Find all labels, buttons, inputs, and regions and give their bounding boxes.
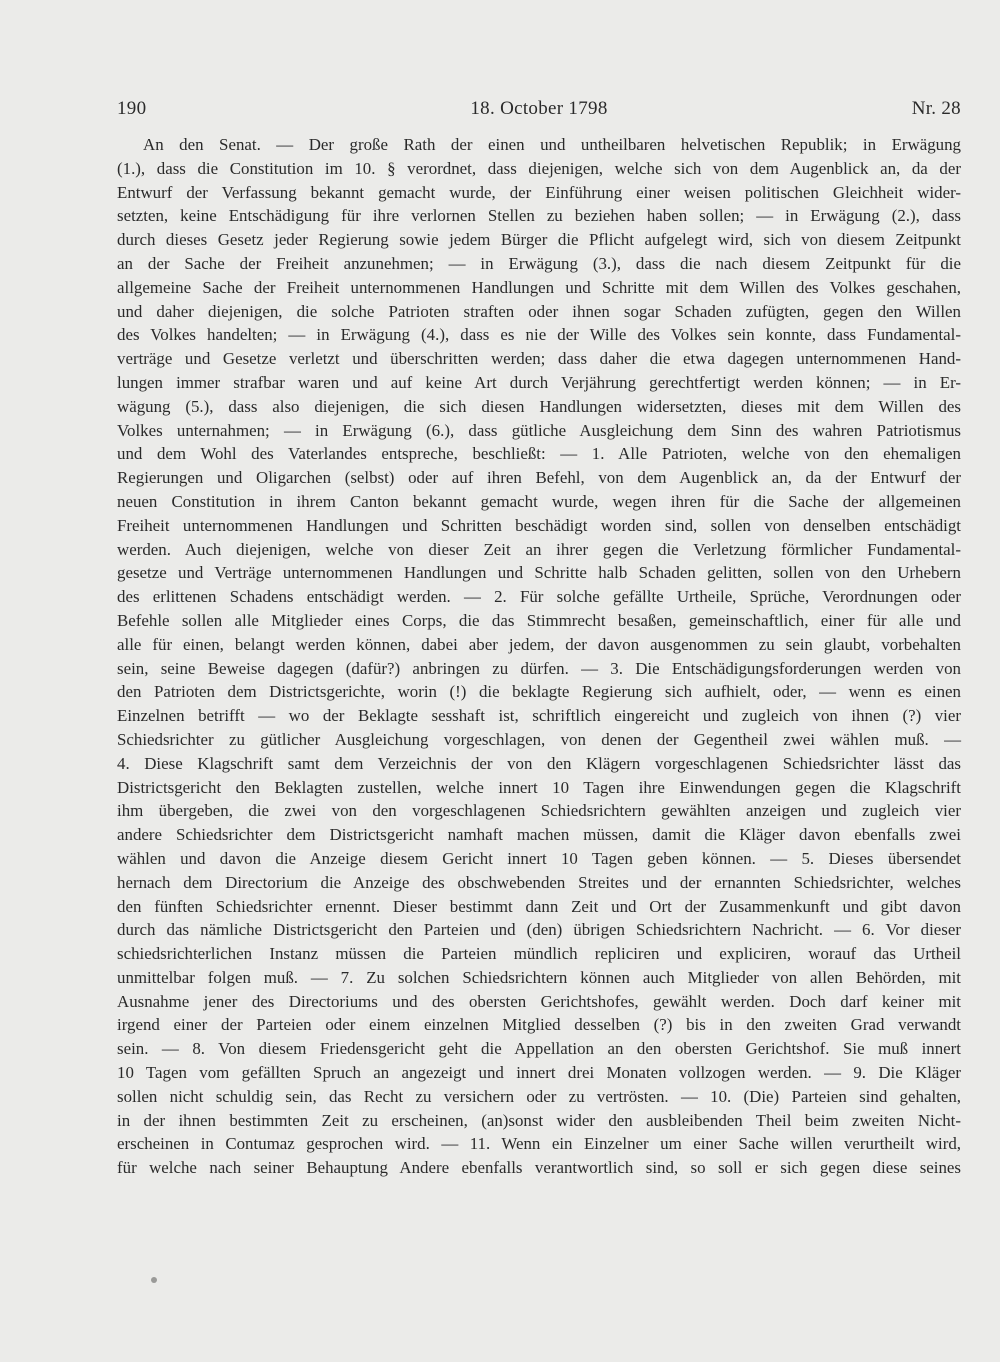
text-line: Freiheit unternommenen Handlungen und Schritten beschädigt worden sind, sollen von denselben entschädigt — [117, 515, 961, 535]
text-line: wählen und davon die Anzeige diesem Gericht innert 10 Tagen geben können. — 5. Dieses übersendet — [117, 848, 961, 868]
text-line: durch das nämliche Districtsgericht den Parteien und (den) übrigen Schiedsrichtern Nachricht. — 6. Vor dieser — [117, 920, 961, 940]
text-line: Schiedsrichter zu gütlicher Ausgleichung vorgeschlagen, von denen der Gegentheil zwei wählen muß. — — [117, 729, 961, 749]
text-line: Volkes unternahmen; — in Erwägung (6.), dass gütliche Ausgleichung dem Sinn des wahren Patriotismus — [117, 420, 961, 440]
text-line: in der ihnen bestimmten Zeit zu erscheinen, (an)sonst wider den ausbleibenden Theil beim zweiten Nicht- — [117, 1110, 961, 1130]
text-line: Entwurf der Verfassung bekannt gemacht wurde, der Einführung einer weisen politischen Gleichheit wider- — [117, 182, 961, 202]
text-line: Befehle sollen alle Mitglieder eines Corps, die das Stimmrecht besaßen, gemeinschaftlich, einer für alle und — [117, 610, 961, 630]
text-line: des erlittenen Schadens entschädigt werden. — 2. Für solche gefällte Urtheile, Sprüche, Verordnungen oder — [117, 587, 961, 607]
text-line: (1.), dass die Constitution im 10. § verordnet, dass diejenigen, welche sich von dem Augenblick an, da der — [117, 158, 961, 178]
text-line: andere Schiedsrichter dem Districtsgericht namhaft machen müssen, damit die Kläger davon ebenfalls zwei — [117, 825, 961, 845]
document-number: Nr. 28 — [911, 98, 961, 119]
text-line: hernach dem Directorium die Anzeige des obschwebenden Streites und der ernannten Schiedsrichter, welches — [117, 872, 961, 892]
text-line: gesetze und Verträge unternommenen Handlungen und Schritte halb Schaden gelitten, sollen von den Urhebern — [117, 563, 961, 583]
body-text — [117, 133, 961, 1180]
text-line: an der Sache der Freiheit anzunehmen; — in Erwägung (3.), dass die nach diesem Zeitpunkt für die — [117, 253, 961, 273]
text-line: neuen Constitution in ihrem Canton bekannt gemacht wurde, wegen ihren für die Sache der allgemeinen — [117, 491, 961, 511]
text-line: sein, seine Beweise dagegen (dafür?) anbringen zu dürfen. — 3. Die Entschädigungsforderungen werden von — [117, 658, 961, 678]
text-line: erscheinen in Contumaz gesprochen wird. — 11. Wenn ein Einzelner um einer Sache willen verurtheilt wird, — [117, 1134, 961, 1154]
text-line: ihm übergeben, die zwei von den vorgeschlagenen Schiedsrichtern gewählten anzeigen und zugleich vier — [117, 801, 961, 821]
text-line: für welche nach seiner Behauptung Andere ebenfalls verantwortlich sind, so soll er sich gegen diese seines — [117, 1158, 961, 1178]
text-line: sollen nicht schuldig sein, das Recht zu versichern oder zu vertrösten. — 10. (Die) Parteien sind gehalten, — [117, 1086, 961, 1106]
text-line: 4. Diese Klagschrift samt dem Verzeichnis der von den Klägern vorgeschlagenen Schiedsrichter lässt das — [117, 753, 961, 773]
text-line: den Patrioten dem Districtsgerichte, worin (!) die beklagte Regierung sich aufhielt, oder, — wenn es einen — [117, 682, 961, 702]
paper-speck — [151, 1277, 157, 1283]
text-line: unmittelbar folgen muß. — 7. Zu solchen Schiedsrichtern können auch Mitglieder von allen Behörden, mit — [117, 967, 961, 987]
text-line: wägung (5.), dass also diejenigen, die sich diesen Handlungen widersetzten, dieses mit dem Willen des — [117, 396, 961, 416]
page-number: 190 — [117, 98, 147, 119]
text-line: lungen immer strafbar waren und auf keine Art durch Verjährung gerechtfertigt werden können; — in Er- — [117, 372, 961, 392]
text-line: Regierungen und Oligarchen (selbst) oder auf ihren Befehl, von dem Augenblick an, da der Entwurf der — [117, 468, 961, 488]
text-line: irgend einer der Parteien oder einem einzelnen Mitglied desselben (?) bis in den zweiten Grad verwandt — [117, 1015, 961, 1035]
text-line: Einzelnen betrifft — wo der Beklagte sesshaft ist, schriftlich eingereicht und zugleich von ihnen (?) vier — [117, 706, 961, 726]
text-line: 10 Tagen vom gefällten Spruch an angezeigt und innert drei Monaten vollzogen werden. — 9. Die Kläger — [117, 1063, 961, 1083]
text-line: Districtsgericht den Beklagten zustellen, welche innert 10 Tagen ihre Einwendungen gegen die Klagschrift — [117, 777, 961, 797]
text-line: allgemeine Sache der Freiheit unternommenen Handlungen und Schritte mit dem Willen des Volkes geschahen, — [117, 277, 961, 297]
header-date: 18. October 1798 — [470, 98, 608, 119]
text-line: Ausnahme jener des Directoriums und des obersten Gerichtshofes, gewählt werden. Doch darf keiner mit — [117, 991, 961, 1011]
text-line: setzten, keine Entschädigung für ihre verlornen Stellen zu beziehen haben sollen; — in Erwägung (2.), dass — [117, 206, 961, 226]
text-line: werden. Auch diejenigen, welche von dieser Zeit an ihrer gegen die Verletzung förmlicher Fundamental- — [117, 539, 961, 559]
text-line: An den Senat. — Der große Rath der einen und untheilbaren helvetischen Republik; in Erwägung — [143, 135, 961, 154]
text-line: durch dieses Gesetz jeder Regierung sowie jedem Bürger die Pflicht aufgelegt wird, sich von diesem Zeitpunkt — [117, 230, 961, 250]
text-line: und daher diejenigen, die solche Patrioten straften oder ihnen sogar Schaden zufügten, gegen den Willen — [117, 301, 961, 321]
text-line: sein. — 8. Von diesem Friedensgericht geht die Appellation an den obersten Gerichtshof. Sie muß innert — [117, 1039, 961, 1059]
text-line: verträge und Gesetze verletzt und überschritten werden; dass daher die etwa dagegen unternommenen Hand- — [117, 349, 961, 369]
text-line: den fünften Schiedsrichter ernennt. Dieser bestimmt dann Zeit und Ort der Zusammenkunft und gibt davon — [117, 896, 961, 916]
text-line: alle für einen, belangt werden können, dabei aber jedem, der davon ausgenommen zu sein glaubt, vorbehalten — [117, 634, 961, 654]
text-line: des Volkes handelten; — in Erwägung (4.), dass es nie der Wille des Volkes sein konnte, dass Fundamental- — [117, 325, 961, 345]
text-line: und dem Wohl des Vaterlandes entspreche, beschließt: — 1. Alle Patrioten, welche von den ehemaligen — [117, 444, 961, 464]
text-line: schiedsrichterlichen Instanz müssen die Parteien mündlich repliciren und expliciren, worauf das Urtheil — [117, 944, 961, 964]
